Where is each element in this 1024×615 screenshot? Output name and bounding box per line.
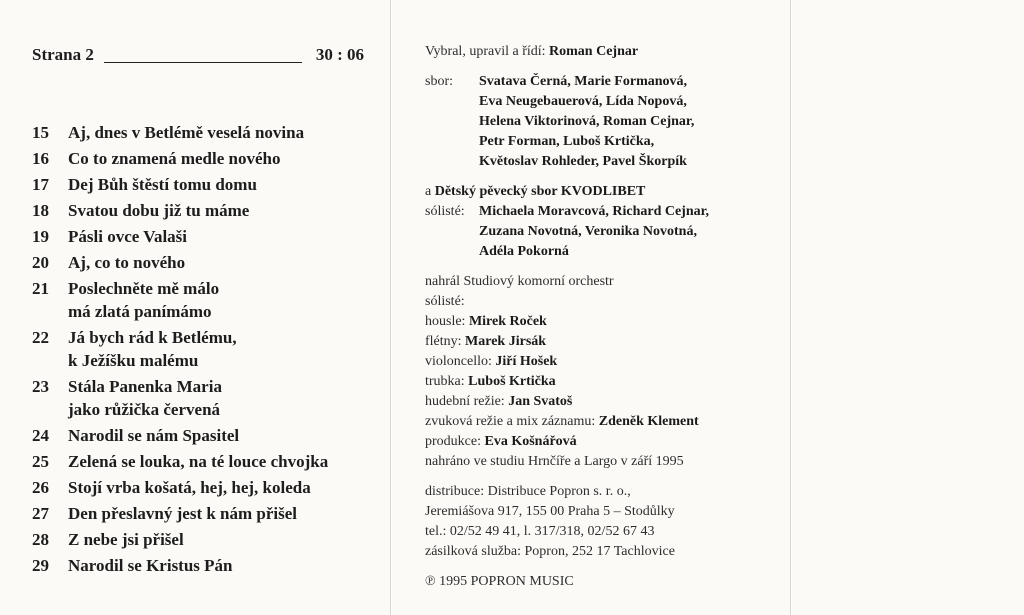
choir-names	[479, 72, 775, 172]
soloists-names	[479, 202, 775, 262]
track-item	[32, 251, 372, 274]
track-item	[32, 528, 372, 551]
track-number: 29	[32, 556, 49, 575]
music-director-label: hudební režie:	[425, 394, 505, 409]
track-title: Aj, co to nového	[68, 253, 186, 272]
soloist-name: Michaela Moravcová, Richard Cejnar,	[479, 204, 710, 219]
choir-member: Květoslav Rohleder, Pavel Škorpík	[479, 154, 687, 169]
choir-member: Eva Neugebauerová, Lída Nopová,	[479, 94, 687, 109]
track-item	[32, 199, 372, 222]
orchestra-name: Studiový komorní orchestr	[463, 274, 614, 289]
fold-line	[790, 0, 791, 615]
track-number: 24	[32, 426, 49, 445]
track-item	[32, 476, 372, 499]
track-item	[32, 147, 372, 170]
track-item	[32, 326, 372, 372]
soloists-label: sólisté:	[425, 204, 465, 219]
track-item	[32, 450, 372, 473]
track-title: Stojí vrba košatá, hej, hej, koleda	[68, 478, 311, 497]
violin	[425, 312, 775, 332]
credits	[425, 42, 775, 592]
track-number: 22	[32, 328, 49, 347]
flute-name: Marek Jirsák	[465, 334, 547, 349]
track-number: 25	[32, 452, 49, 471]
violin-name: Mirek Roček	[468, 314, 547, 329]
music-director-name: Jan Svatoš	[508, 394, 573, 409]
side-header-rule	[104, 62, 302, 63]
choir-member: Helena Viktorinová, Roman Cejnar,	[479, 114, 695, 129]
distribution-address: Jeremiášova 917, 155 00 Praha 5 – Stodůlky	[425, 504, 675, 519]
track-title: Z nebe jsi přišel	[68, 530, 184, 549]
track-title: má zlatá panímámo	[68, 302, 212, 321]
side-label: Strana 2	[32, 45, 94, 64]
recorded-note: nahráno ve studiu Hrnčíře a Largo v září 1995	[425, 454, 684, 469]
track-list	[32, 121, 372, 580]
soloists	[425, 202, 775, 262]
track-title: Pásli ovce Valaši	[68, 227, 188, 246]
track-title: Dej Bůh štěstí tomu domu	[68, 175, 257, 194]
childrens-choir-prefix: a	[425, 184, 432, 199]
violin-label: housle:	[425, 314, 466, 329]
track-number: 15	[32, 123, 49, 142]
track-number: 23	[32, 377, 49, 396]
mail-order-line: zásilková služba: Popron, 252 17 Tachlovice	[425, 544, 675, 559]
soloist-name: Zuzana Novotná, Veronika Novotná,	[479, 224, 697, 239]
track-number: 20	[32, 253, 49, 272]
track-number: 17	[32, 175, 49, 194]
track-item	[32, 424, 372, 447]
orchestra	[425, 272, 775, 292]
production-name: Eva Košnářová	[484, 434, 577, 449]
track-title: Aj, dnes v Betlémě veselá novina	[68, 123, 305, 142]
track-number: 19	[32, 227, 49, 246]
track-number: 16	[32, 149, 49, 168]
cello-label: violoncello:	[425, 354, 492, 369]
phone-line: tel.: 02/52 49 41, l. 317/318, 02/52 67 43	[425, 524, 655, 539]
track-title: Narodil se nám Spasitel	[68, 426, 240, 445]
track-title: Svatou dobu již tu máme	[68, 201, 250, 220]
track-number: 26	[32, 478, 49, 497]
childrens-choir	[425, 182, 775, 202]
track-title: k Ježíšku malému	[68, 351, 199, 370]
sound-label: zvuková režie a mix záznamu:	[425, 414, 596, 429]
production	[425, 432, 775, 452]
selected-by	[425, 42, 775, 62]
track-title: Den přeslavný jest k nám přišel	[68, 504, 298, 523]
cello	[425, 352, 775, 372]
fold-line	[390, 0, 391, 615]
sound-engineer	[425, 412, 775, 432]
trumpet	[425, 372, 775, 392]
blank-panel	[792, 0, 1024, 615]
track-item	[32, 225, 372, 248]
orchestra-prefix: nahrál	[425, 274, 460, 289]
trumpet-label: trubka:	[425, 374, 465, 389]
track-number: 21	[32, 279, 49, 298]
track-number: 27	[32, 504, 49, 523]
cello-name: Jiří Hošek	[495, 354, 558, 369]
track-title: Poslechněte mě málo	[68, 279, 220, 298]
choir-member: Svatava Černá, Marie Formanová,	[479, 74, 688, 89]
childrens-choir-name: Dětský pěvecký sbor KVODLIBET	[434, 184, 646, 199]
track-title: Stála Panenka Maria	[68, 377, 222, 396]
track-title: jako růžička červená	[68, 400, 221, 419]
selected-by-label: Vybral, upravil a řídí:	[425, 44, 546, 59]
track-list-panel	[0, 0, 390, 615]
copyright: ℗ 1995 POPRON MUSIC	[425, 574, 574, 589]
track-title: Já bych rád k Betlému,	[68, 328, 237, 347]
soloist-name: Adéla Pokorná	[479, 244, 569, 259]
production-label: produkce:	[425, 434, 481, 449]
choir	[425, 72, 775, 172]
choir-label: sbor:	[425, 74, 453, 89]
track-number: 28	[32, 530, 49, 549]
track-item	[32, 173, 372, 196]
choir-member: Petr Forman, Luboš Krtička,	[479, 134, 655, 149]
track-item	[32, 121, 372, 144]
music-director	[425, 392, 775, 412]
track-number: 18	[32, 201, 49, 220]
selected-by-name: Roman Cejnar	[549, 44, 639, 59]
side-duration: 30 : 06	[315, 45, 364, 64]
track-title: Co to znamená medle nového	[68, 149, 281, 168]
flute	[425, 332, 775, 352]
distribution-line: distribuce: Distribuce Popron s. r. o.,	[425, 484, 631, 499]
trumpet-name: Luboš Krtička	[468, 374, 556, 389]
track-item	[32, 375, 372, 421]
track-item	[32, 554, 372, 577]
track-item	[32, 502, 372, 525]
track-title: Zelená se louka, na té louce chvojka	[68, 452, 329, 471]
orchestra-soloists-label: sólisté:	[425, 294, 465, 309]
sound-name: Zdeněk Klement	[598, 414, 699, 429]
track-title: Narodil se Kristus Pán	[68, 556, 233, 575]
track-item	[32, 277, 372, 323]
flute-label: flétny:	[425, 334, 462, 349]
